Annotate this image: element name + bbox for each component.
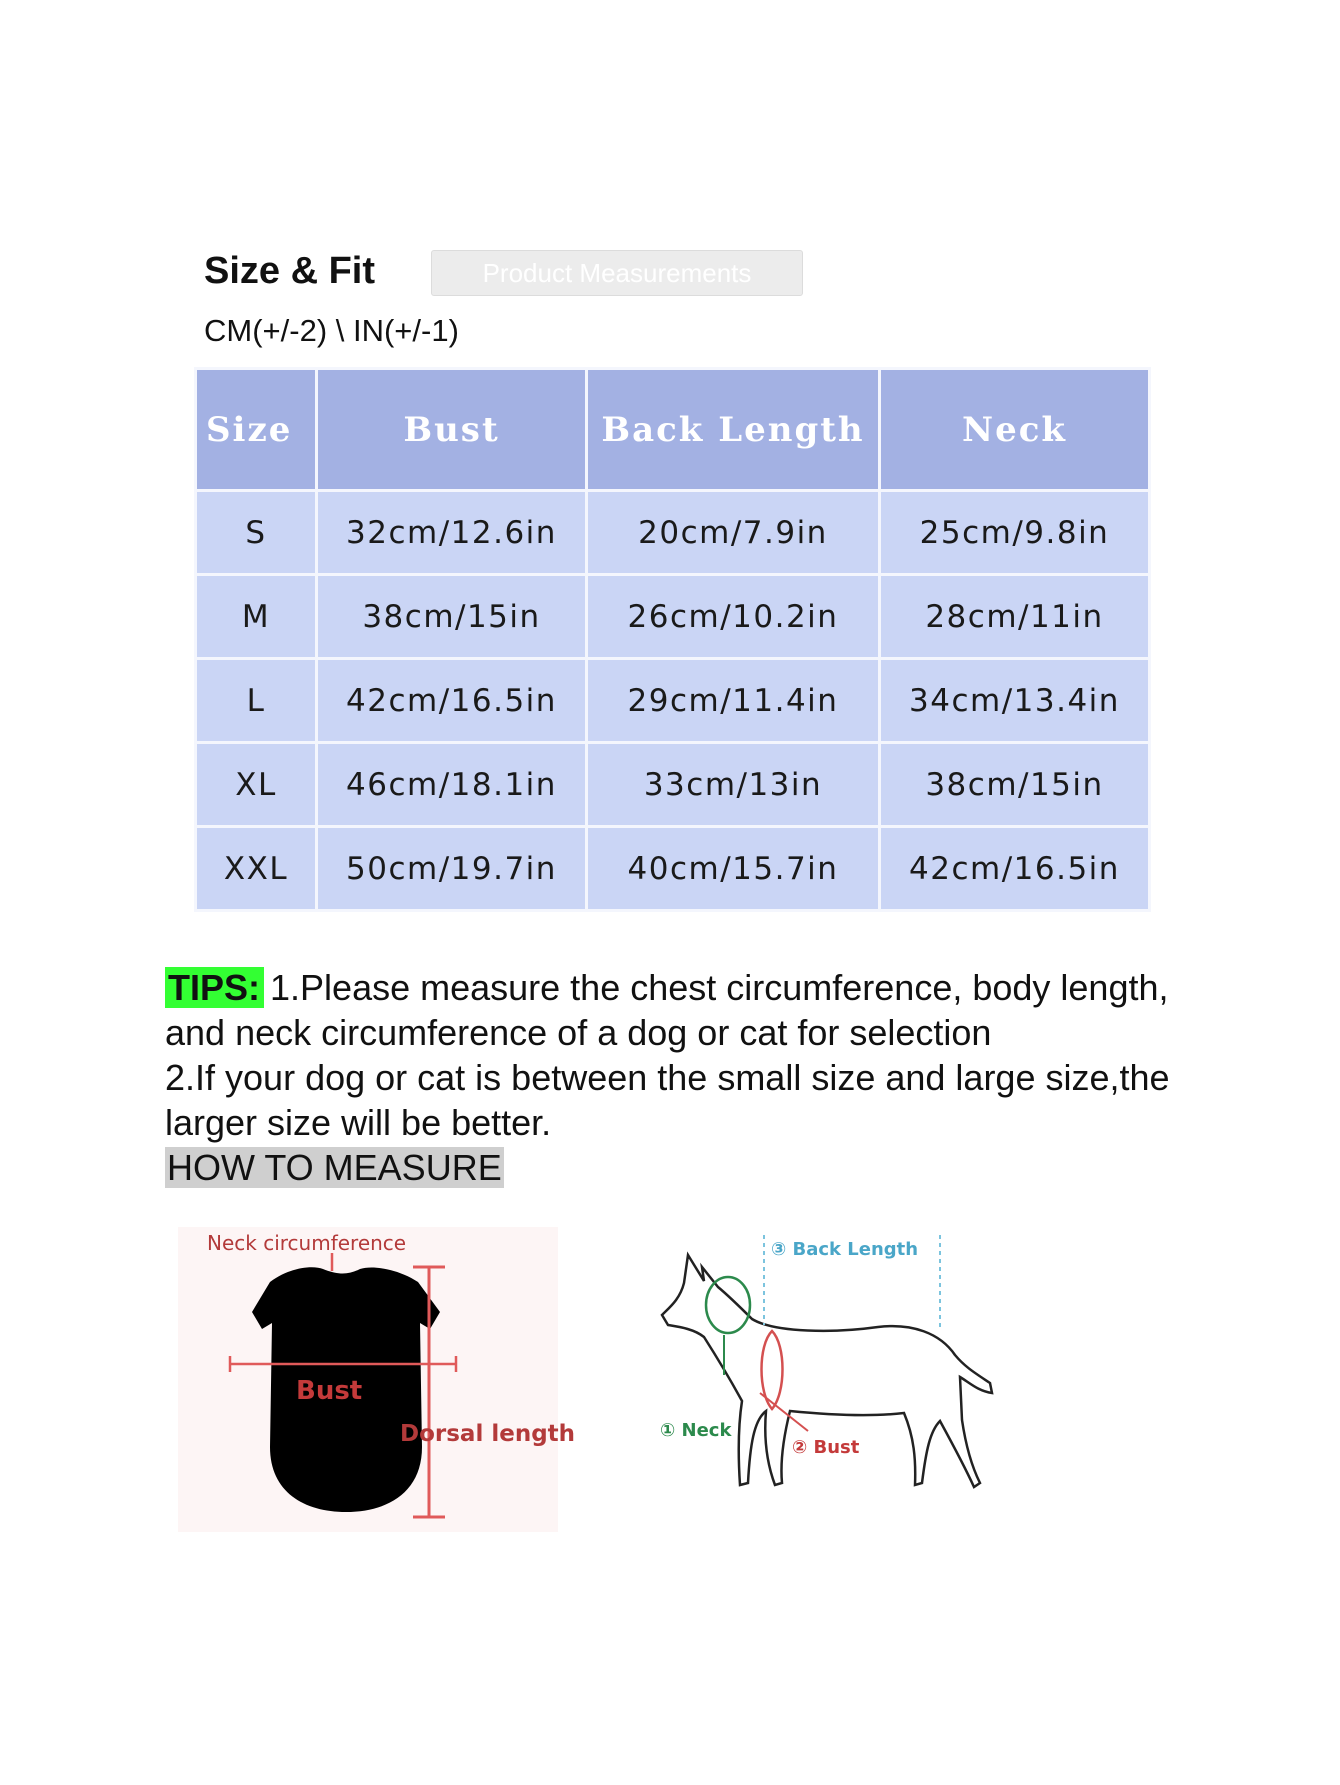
cell-bust: 38cm/15in [318,576,585,657]
dorsal-length-label: Dorsal length [400,1421,576,1447]
cell-bust: 46cm/18.1in [318,744,585,825]
tips-block [165,965,1195,1190]
cell-back-length: 33cm/13in [588,744,878,825]
cell-neck: 25cm/9.8in [881,492,1148,573]
cell-size: XL [197,744,315,825]
tip-2: 2.If your dog or cat is between the small size and large size,the larger size will be better. [165,1057,1170,1143]
cell-bust: 32cm/12.6in [318,492,585,573]
table-row [197,492,1148,573]
tolerance-note: CM(+/-2) \ IN(+/-1) [204,313,459,348]
table-row [197,576,1148,657]
shirt-illustration [178,1227,558,1532]
table-header-row [197,370,1148,489]
size-table [194,367,1151,912]
header-bust: Bust [318,370,585,489]
table-row [197,828,1148,909]
cell-neck: 34cm/13.4in [881,660,1148,741]
dog-measure-diagram [640,1215,1000,1505]
header-neck: Neck [881,370,1148,489]
cell-back-length: 26cm/10.2in [588,576,878,657]
shirt-measure-diagram [178,1227,576,1532]
cell-size: S [197,492,315,573]
dog-neck-label: ① Neck [660,1420,732,1441]
cell-bust: 42cm/16.5in [318,660,585,741]
product-measurements-badge: Product Measurements [431,250,803,296]
tip-1: 1.Please measure the chest circumference, body length, and neck circumference of a dog or cat for selection [165,967,1169,1053]
dog-bust-label: ② Bust [792,1437,860,1458]
cell-neck: 42cm/16.5in [881,828,1148,909]
size-fit-title: Size & Fit [204,250,376,292]
neck-circumference-label: Neck circumference [207,1231,407,1255]
cell-back-length: 40cm/15.7in [588,828,878,909]
tips-label: TIPS: [165,967,264,1008]
neck-measure-ring [706,1277,750,1333]
header-back-length: Back Length [588,370,878,489]
cell-back-length: 20cm/7.9in [588,492,878,573]
table-row [197,744,1148,825]
bust-label: Bust [296,1376,363,1406]
cell-neck: 28cm/11in [881,576,1148,657]
cell-size: XXL [197,828,315,909]
cell-size: M [197,576,315,657]
cell-neck: 38cm/15in [881,744,1148,825]
cell-bust: 50cm/19.7in [318,828,585,909]
table-row [197,660,1148,741]
cell-size: L [197,660,315,741]
header-size: Size [197,370,315,489]
cell-back-length: 29cm/11.4in [588,660,878,741]
back-length-label: ③ Back Length [771,1239,919,1260]
how-to-measure-heading: HOW TO MEASURE [167,1147,502,1188]
